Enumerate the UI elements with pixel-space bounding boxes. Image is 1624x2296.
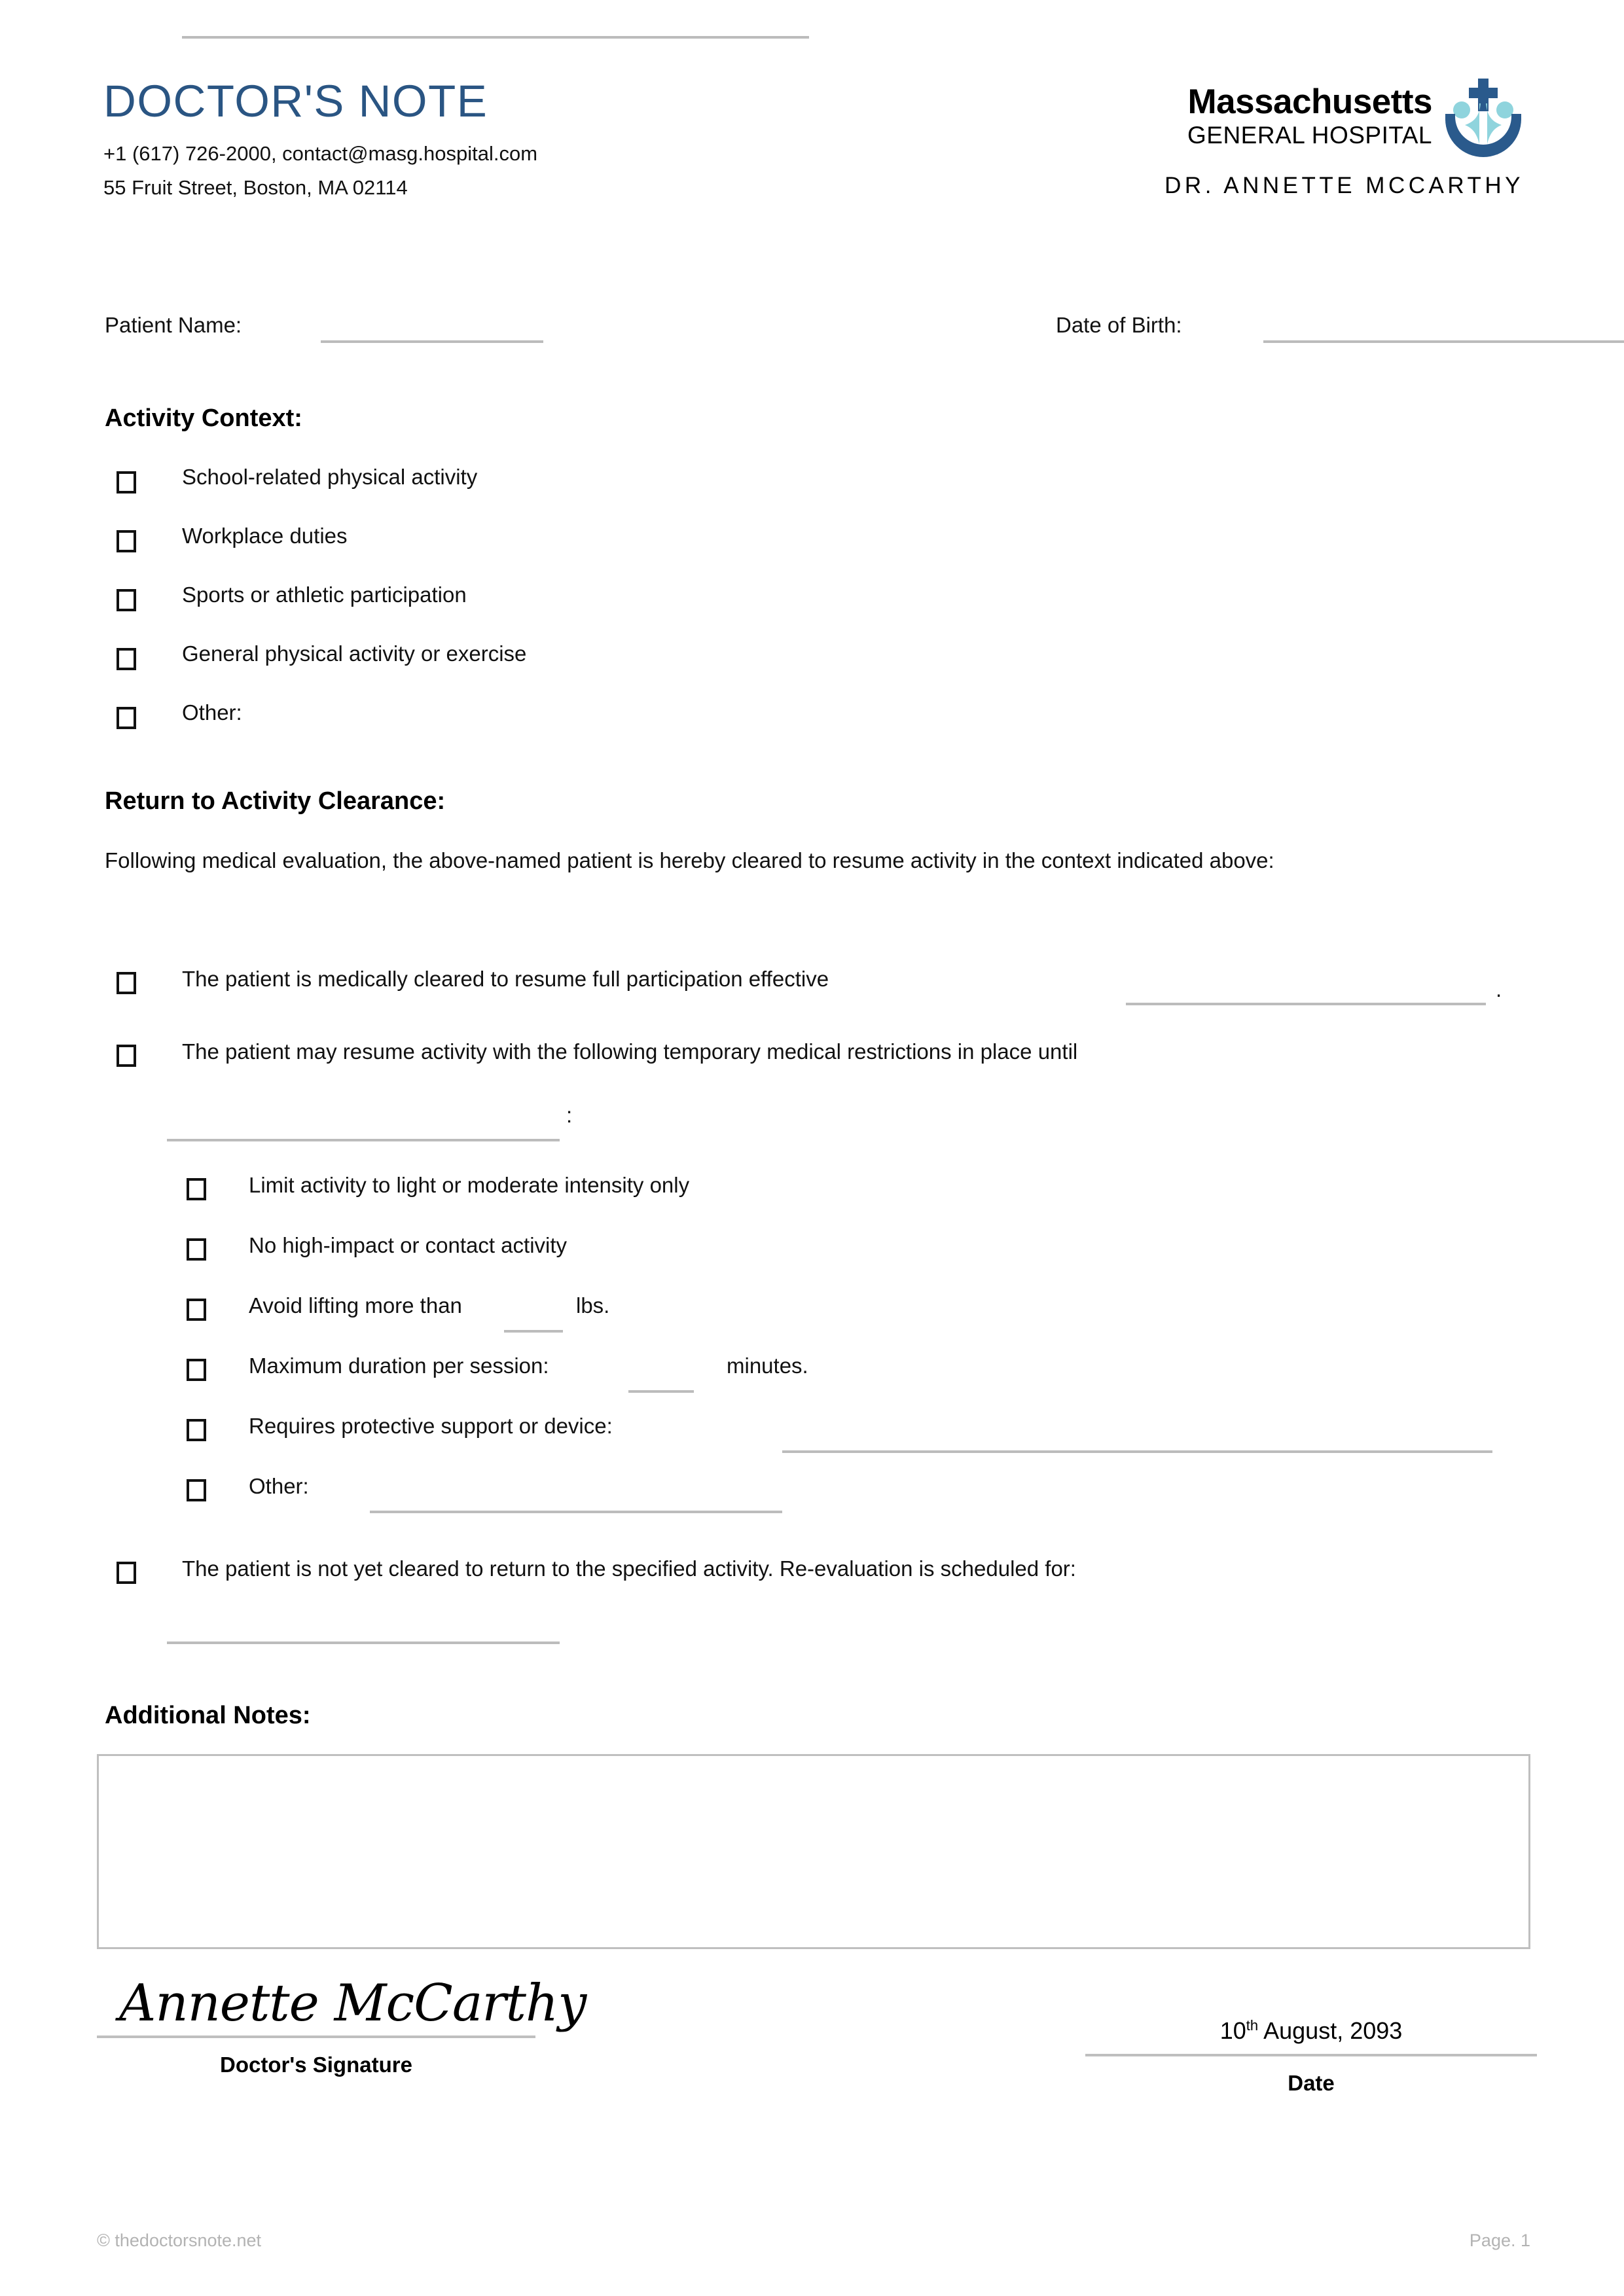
date-line[interactable] <box>1085 2054 1537 2056</box>
date-of-birth-label: Date of Birth: <box>1056 313 1182 337</box>
label-resume-with-restrictions: The patient may resume activity with the following temporary medical restrictions in place until <box>182 1039 1078 1064</box>
checkbox-not-yet-cleared[interactable] <box>117 1562 136 1584</box>
label-activity-other: Other: <box>182 700 242 725</box>
date-day: 10 <box>1219 2017 1246 2044</box>
additional-notes-heading: Additional Notes: <box>105 1702 311 1729</box>
checkbox-avoid-lifting[interactable] <box>187 1299 206 1321</box>
checkbox-limit-intensity[interactable] <box>187 1178 206 1200</box>
footer-copyright: © thedoctorsnote.net <box>97 2231 262 2250</box>
header-left-block <box>103 76 889 204</box>
checkbox-restriction-other[interactable] <box>187 1479 206 1501</box>
restriction-other-input[interactable] <box>370 1511 782 1513</box>
label-protective-device: Requires protective support or device: <box>249 1414 613 1438</box>
checkbox-general-exercise[interactable] <box>117 648 136 670</box>
restrictions-until-date-input[interactable] <box>167 1139 560 1141</box>
label-no-high-impact: No high-impact or contact activity <box>249 1233 568 1257</box>
date-rest: August, 2093 <box>1258 2017 1403 2044</box>
suffix-avoid-lifting: lbs. <box>576 1293 610 1318</box>
activity-context-heading: Activity Context: <box>105 404 302 432</box>
patient-name-input[interactable] <box>321 340 543 343</box>
label-workplace-duties: Workplace duties <box>182 524 348 548</box>
additional-notes-textarea[interactable] <box>97 1754 1530 1949</box>
patient-info-row <box>105 313 1525 352</box>
doctor-name: DR. ANNETTE MCCARTHY <box>1164 173 1524 198</box>
checkbox-resume-with-restrictions[interactable] <box>117 1045 136 1067</box>
checkbox-protective-device[interactable] <box>187 1419 206 1441</box>
patient-name-label: Patient Name: <box>105 313 242 337</box>
label-limit-intensity: Limit activity to light or moderate intensity only <box>249 1173 690 1197</box>
checkbox-max-duration[interactable] <box>187 1359 206 1381</box>
cleared-full-trailing-punct: . <box>1496 977 1502 1001</box>
label-not-yet-cleared: The patient is not yet cleared to return to the specified activity. Re-evaluation is scheduled for: <box>182 1556 1076 1581</box>
signature-block <box>97 1974 586 2077</box>
hospital-name: Massachusetts <box>1187 82 1432 122</box>
avoid-lifting-weight-input[interactable] <box>504 1330 563 1333</box>
label-max-duration: Maximum duration per session: <box>249 1354 549 1378</box>
label-restriction-other: Other: <box>249 1474 309 1498</box>
reevaluation-date-input[interactable] <box>167 1641 560 1644</box>
header-right-block <box>935 73 1524 199</box>
contact-address: 55 Fruit Street, Boston, MA 02114 <box>103 176 408 200</box>
date-caption: Date <box>1288 2071 1335 2095</box>
protective-device-input[interactable] <box>782 1450 1492 1453</box>
signature-line[interactable] <box>97 2036 535 2038</box>
restrictions-trailing-punct: : <box>566 1103 573 1127</box>
label-avoid-lifting: Avoid lifting more than <box>249 1293 462 1318</box>
cleared-full-date-input[interactable] <box>1126 1003 1486 1005</box>
activity-other-input[interactable] <box>182 36 809 39</box>
checkbox-sports-participation[interactable] <box>117 589 136 611</box>
signature-caption: Doctor's Signature <box>220 2053 412 2077</box>
hospital-subtitle: GENERAL HOSPITAL <box>1187 121 1432 149</box>
hospital-cross-people-icon <box>1443 73 1524 161</box>
label-cleared-full: The patient is medically cleared to resume full participation effective <box>182 967 829 991</box>
date-block <box>1085 1978 1537 2096</box>
label-sports-participation: Sports or athletic participation <box>182 583 467 607</box>
doctor-signature-script: Annette McCarthy <box>119 1974 586 2033</box>
date-of-birth-input[interactable] <box>1263 340 1624 343</box>
page-title: DOCTOR'S NOTE <box>103 76 488 126</box>
hospital-brand <box>935 73 1524 161</box>
label-general-exercise: General physical activity or exercise <box>182 641 527 666</box>
checkbox-cleared-full[interactable] <box>117 972 136 994</box>
clearance-intro-text: Following medical evaluation, the above-named patient is hereby cleared to resume activity in the context indicated above: <box>105 848 1274 872</box>
signature-date-value <box>1085 1978 1537 2045</box>
date-day-suffix: th <box>1246 2017 1259 2034</box>
checkbox-workplace-duties[interactable] <box>117 530 136 552</box>
checkbox-school-activity[interactable] <box>117 471 136 493</box>
document-header <box>103 76 1524 242</box>
checkbox-activity-other[interactable] <box>117 707 136 729</box>
footer-page-number: Page. 1 <box>1469 2231 1530 2250</box>
contact-phone-email: +1 (617) 726-2000, contact@masg.hospital.com <box>103 142 538 165</box>
label-school-activity: School-related physical activity <box>182 465 478 489</box>
max-duration-minutes-input[interactable] <box>628 1390 694 1393</box>
suffix-max-duration: minutes. <box>727 1354 808 1378</box>
checkbox-no-high-impact[interactable] <box>187 1238 206 1261</box>
clearance-heading: Return to Activity Clearance: <box>105 787 446 815</box>
hospital-brand-text <box>1187 84 1432 151</box>
